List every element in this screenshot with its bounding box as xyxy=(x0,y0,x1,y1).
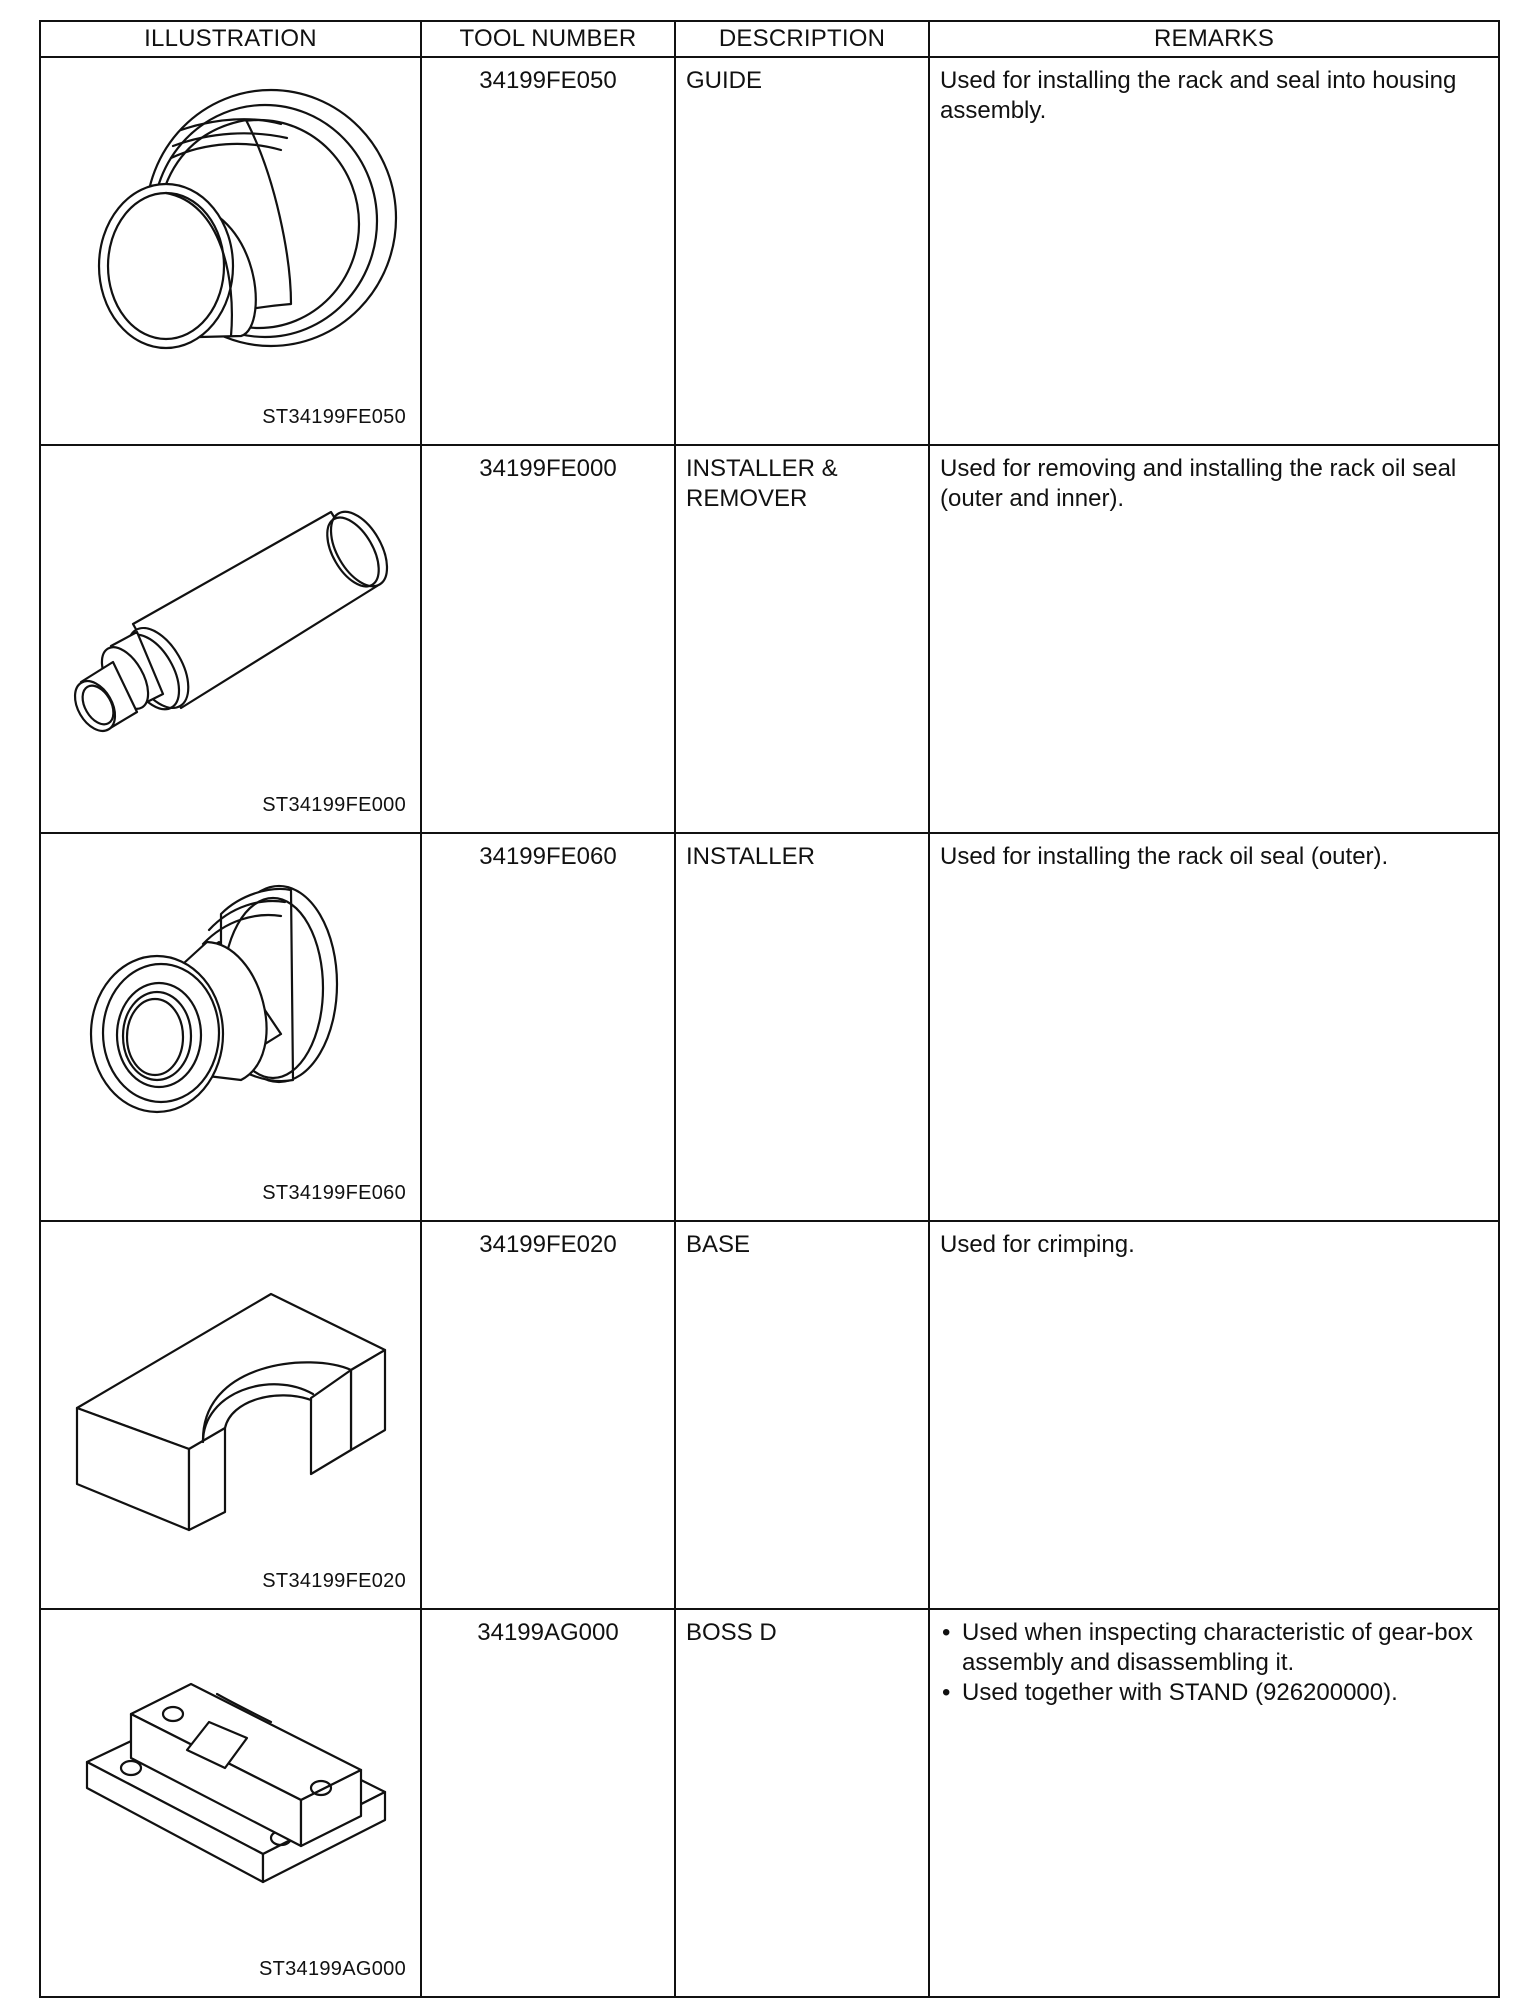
boss-d-tool-illustration xyxy=(41,1610,421,1988)
illustration-code: ST34199AG000 xyxy=(258,1958,406,1980)
illustration-cell xyxy=(40,1609,421,1997)
remarks-cell: Used for installing the rack oil seal (outer). xyxy=(929,833,1499,1221)
description-cell: BASE xyxy=(675,1221,929,1609)
remarks-cell xyxy=(929,1609,1499,1997)
header-illustration: ILLUSTRATION xyxy=(40,21,421,57)
illustration-cell xyxy=(40,57,421,445)
special-tools-table xyxy=(39,20,1500,1998)
remark-bullet-item: • Used when inspecting characteristic of gear-box assembly and disassembling it. xyxy=(940,1618,1486,1678)
header-remarks: REMARKS xyxy=(929,21,1499,57)
description-cell: INSTALLER xyxy=(675,833,929,1221)
illustration-code: ST34199FE020 xyxy=(262,1570,406,1592)
header-description: DESCRIPTION xyxy=(675,21,929,57)
remarks-cell: Used for crimping. xyxy=(929,1221,1499,1609)
table-row xyxy=(40,57,1499,445)
description-cell: BOSS D xyxy=(675,1609,929,1997)
base-tool-illustration xyxy=(41,1222,421,1600)
description-cell: GUIDE xyxy=(675,57,929,445)
table-row xyxy=(40,445,1499,833)
tool-number-cell: 34199FE000 xyxy=(421,445,675,833)
illustration-cell xyxy=(40,1221,421,1609)
installer-remover-tool-illustration xyxy=(41,446,421,824)
illustration-cell xyxy=(40,445,421,833)
illustration-code: ST34199FE060 xyxy=(262,1182,406,1204)
remarks-bullet-list xyxy=(940,1618,1486,1708)
table-row xyxy=(40,1609,1499,1997)
table-row xyxy=(40,1221,1499,1609)
header-tool-number: TOOL NUMBER xyxy=(421,21,675,57)
illustration-cell xyxy=(40,833,421,1221)
table-row xyxy=(40,833,1499,1221)
guide-tool-illustration xyxy=(41,58,421,436)
remarks-cell: Used for installing the rack and seal into housing assembly. xyxy=(929,57,1499,445)
remark-bullet-item: • Used together with STAND (926200000). xyxy=(940,1678,1486,1708)
tool-number-cell: 34199FE020 xyxy=(421,1221,675,1609)
installer-tool-illustration xyxy=(41,834,421,1212)
description-cell: INSTALLER & REMOVER xyxy=(675,445,929,833)
illustration-code: ST34199FE000 xyxy=(262,794,406,816)
tool-number-cell: 34199FE050 xyxy=(421,57,675,445)
table-header-row xyxy=(40,21,1499,57)
remarks-cell: Used for removing and installing the rack oil seal (outer and inner). xyxy=(929,445,1499,833)
tool-number-cell: 34199AG000 xyxy=(421,1609,675,1997)
tool-number-cell: 34199FE060 xyxy=(421,833,675,1221)
illustration-code: ST34199FE050 xyxy=(262,406,406,428)
